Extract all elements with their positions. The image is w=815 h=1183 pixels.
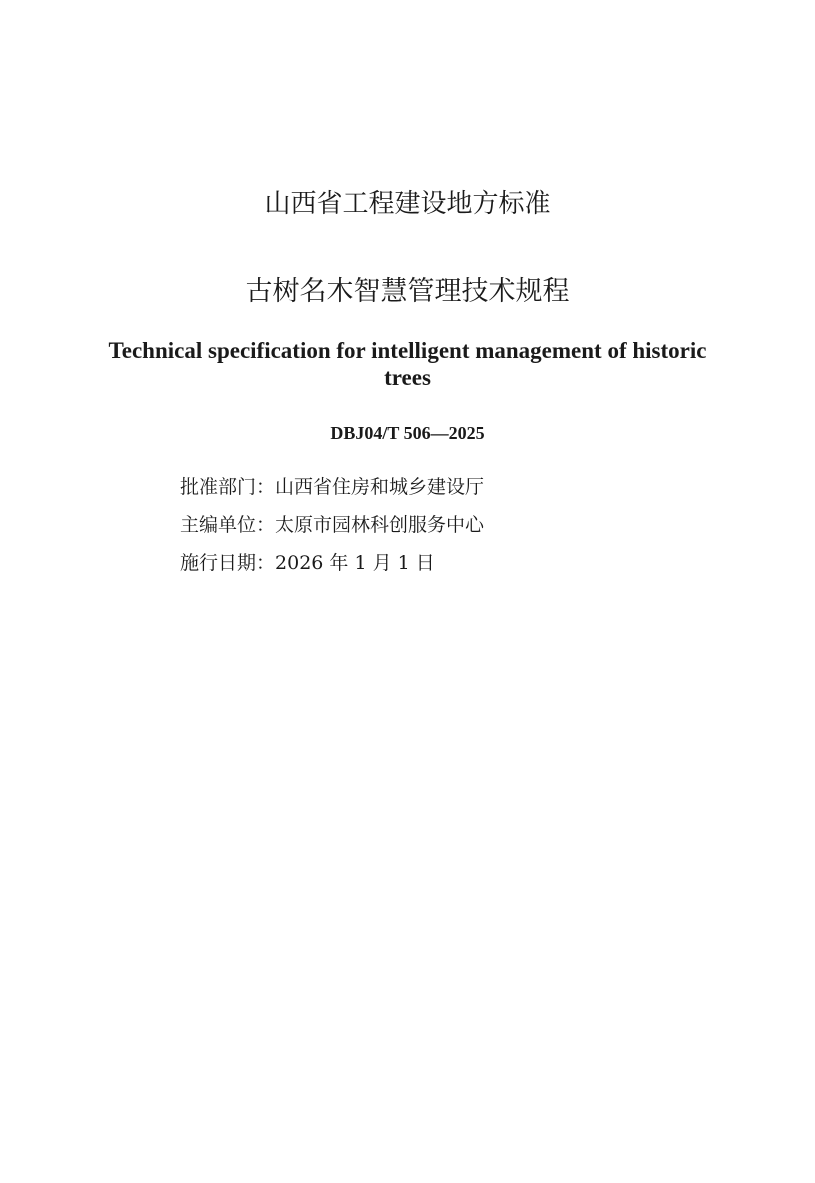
approval-department-value: 山西省住房和城乡建设厅 — [275, 476, 485, 498]
standard-category: 山西省工程建设地方标准 — [264, 189, 551, 219]
approval-department-row — [180, 474, 680, 500]
effective-date-label: 施行日期： — [180, 552, 276, 574]
standard-code: DBJ04/T 506—2025 — [330, 423, 485, 443]
chief-editor-value: 太原市园林科创服务中心 — [275, 514, 485, 536]
title-chinese: 古树名木智慧管理技术规程 — [245, 276, 570, 307]
chief-editor-label: 主编单位： — [180, 514, 276, 536]
approval-department-label: 批准部门： — [180, 476, 276, 498]
effective-date-row — [180, 550, 680, 576]
chief-editor-row — [180, 512, 680, 538]
effective-date-value: 2026 年 1 月 1 日 — [275, 552, 435, 574]
title-english: Technical specification for intelligent management of historic trees — [108, 338, 707, 390]
publication-info — [180, 474, 680, 588]
